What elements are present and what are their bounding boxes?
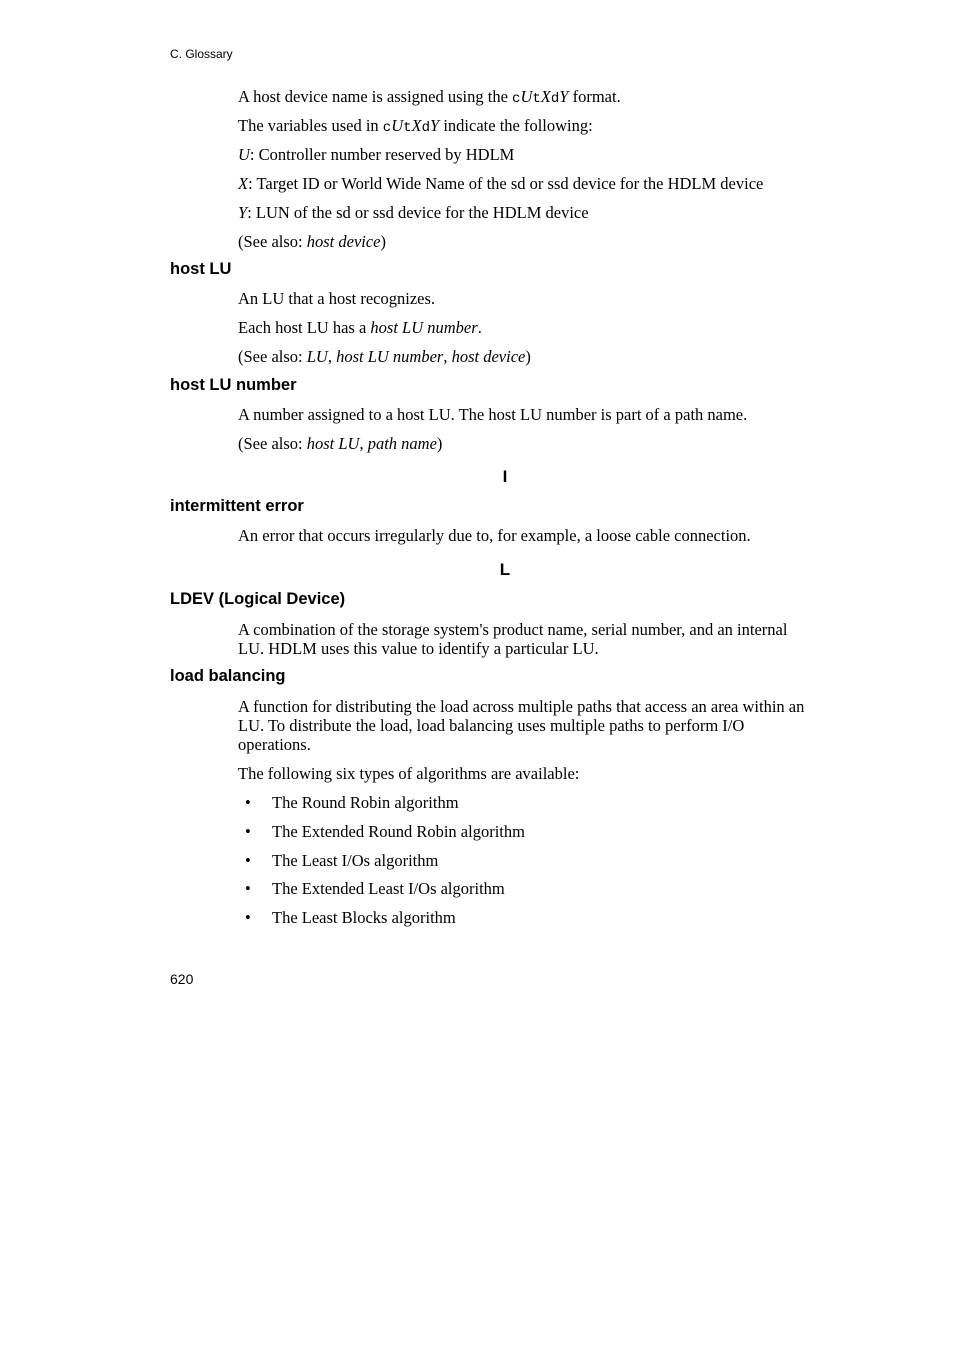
definition — [238, 318, 842, 337]
text: The variables used in — [238, 116, 383, 135]
list-item — [245, 908, 456, 927]
text: Each host LU has a — [238, 318, 371, 337]
variable-name: Y — [238, 203, 248, 222]
text: , — [443, 347, 452, 366]
cross-reference: host LU — [306, 434, 360, 453]
format-literal: c — [512, 91, 521, 107]
text: (See also: — [238, 232, 307, 251]
list-item-text: The Extended Round Robin algorithm — [272, 822, 525, 841]
definition: An LU that a host recognizes. — [238, 289, 436, 308]
text: : Target ID or World Wide Name of the sd or ssd device for the HDLM device — [248, 174, 764, 193]
host-device-name-format — [238, 87, 842, 109]
page-number: 620 — [170, 971, 194, 987]
cross-reference: host LU number — [336, 347, 444, 366]
definition: An error that occurs irregularly due to, for example, a loose cable connection. — [238, 526, 751, 545]
text: , — [359, 434, 368, 453]
emphasized-term: host LU number — [370, 318, 478, 337]
text: ) — [525, 347, 531, 366]
cross-reference: path name — [367, 434, 437, 453]
text: ) — [380, 232, 386, 251]
variable-y-definition — [238, 203, 842, 222]
bullet-icon: • — [245, 822, 251, 841]
see-also — [238, 232, 842, 251]
list-item — [245, 879, 505, 898]
text: : LUN of the sd or ssd device for the HDLM device — [247, 203, 589, 222]
text: ) — [436, 434, 443, 453]
glossary-term-host-lu-number: host LU number — [170, 376, 297, 394]
format-variable: U — [391, 116, 404, 135]
text: : Controller number reserved by HDLM — [249, 145, 515, 164]
format-literal: t — [532, 91, 541, 107]
bullet-icon: • — [245, 793, 251, 812]
text: , — [327, 347, 337, 366]
list-item-text: The Extended Least I/Os algorithm — [272, 879, 505, 898]
definition: The following six types of algorithms are available: — [238, 764, 580, 783]
definition-line: LU. HDLM uses this value to identify a particular LU. — [238, 639, 599, 658]
format-variable: X — [540, 87, 551, 106]
text: A host device name is assigned using the — [238, 87, 513, 106]
list-item — [245, 822, 525, 841]
cross-reference: host device — [306, 232, 381, 251]
glossary-term-intermittent-error: intermittent error — [170, 497, 304, 515]
variable-x-definition — [238, 174, 842, 193]
see-also — [238, 347, 842, 366]
text: (See also: — [238, 347, 307, 366]
format-literal: c — [382, 120, 392, 136]
text: format. — [568, 87, 621, 106]
glossary-term-host-lu: host LU — [170, 260, 232, 278]
text: (See also: — [238, 434, 307, 453]
variables-intro — [238, 116, 842, 138]
variable-u-definition — [238, 145, 842, 164]
list-item — [245, 851, 438, 870]
format-variable: Y — [430, 116, 440, 135]
bullet-icon: • — [245, 908, 251, 927]
section-letter-l: L — [499, 560, 511, 579]
text: . — [477, 318, 482, 337]
definition-line: A function for distributing the load across multiple paths that access an area within an — [238, 697, 805, 716]
text: indicate the following: — [439, 116, 593, 135]
format-variable: X — [411, 116, 422, 135]
glossary-term-ldev: LDEV (Logical Device) — [170, 590, 346, 608]
bullet-icon: • — [245, 879, 251, 898]
definition-line: LU. To distribute the load, load balancing uses multiple paths to perform I/O — [238, 716, 745, 735]
format-variable: U — [520, 87, 533, 106]
definition-line: operations. — [238, 735, 311, 754]
running-head: C. Glossary — [170, 47, 233, 61]
list-item — [245, 793, 459, 812]
variable-name: X — [238, 174, 249, 193]
see-also — [238, 434, 842, 453]
bullet-icon: • — [245, 851, 251, 870]
glossary-term-load-balancing: load balancing — [170, 667, 286, 685]
cross-reference: host device — [451, 347, 526, 366]
format-literal: d — [421, 120, 431, 136]
definition-line: A combination of the storage system's product name, serial number, and an internal — [238, 620, 788, 639]
variable-name: U — [238, 145, 250, 164]
cross-reference: LU — [306, 347, 328, 366]
format-variable: Y — [559, 87, 569, 106]
definition: A number assigned to a host LU. The host LU number is part of a path name. — [238, 405, 748, 424]
list-item-text: The Round Robin algorithm — [272, 793, 459, 812]
format-literal: t — [403, 120, 412, 136]
list-item-text: The Least I/Os algorithm — [272, 851, 439, 870]
section-letter-i: I — [502, 467, 508, 486]
list-item-text: The Least Blocks algorithm — [272, 908, 456, 927]
format-literal: d — [550, 91, 560, 107]
